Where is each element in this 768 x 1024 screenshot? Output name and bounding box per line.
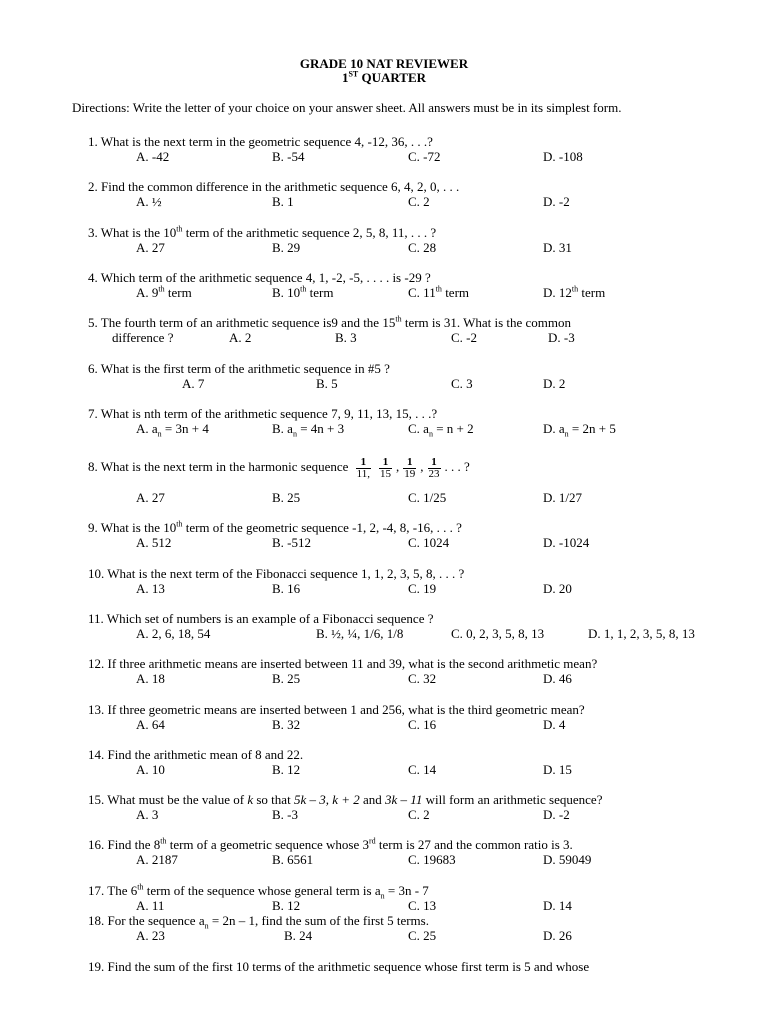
question-14: [88, 747, 748, 777]
choice-d[interactable]: D. 15: [543, 762, 572, 777]
question-4: [88, 270, 748, 300]
choices: [88, 535, 748, 550]
choice-d[interactable]: D. 1/27: [543, 490, 582, 505]
choice-d[interactable]: D. 1, 1, 2, 3, 5, 8, 13: [588, 626, 695, 641]
question-number: 7.: [88, 406, 98, 421]
choice-b[interactable]: B. 5: [316, 376, 338, 391]
choice-a[interactable]: A. 27: [136, 240, 165, 255]
choice-a[interactable]: A. 27: [136, 490, 165, 505]
choice-a[interactable]: A. 64: [136, 717, 165, 732]
quarter-sup: ST: [348, 69, 359, 79]
choice-a[interactable]: A. 2187: [136, 852, 178, 867]
question-text: What is the 10th term of the geometric sequence -1, 2, -4, 8, -16, . . . ?: [100, 519, 462, 535]
question-17: [88, 883, 748, 913]
question-text: If three arithmetic means are inserted between 11 and 39, what is the second arithmetic mean?: [107, 656, 598, 671]
choices: [88, 626, 748, 641]
choice-a[interactable]: A. 7: [182, 376, 205, 391]
choices: [88, 194, 748, 209]
question-text: What is the 10th term of the arithmetic sequence 2, 5, 8, 11, . . . ?: [100, 224, 437, 240]
choices: [88, 762, 748, 777]
directions: Directions: Write the letter of your choice on your answer sheet. All answers must be in its simplest form.: [72, 100, 622, 115]
question-3: [88, 225, 748, 255]
question-number: 1.: [88, 134, 98, 149]
choice-a[interactable]: A. 2, 6, 18, 54: [136, 626, 211, 641]
choice-a[interactable]: A. 9th term: [136, 284, 192, 300]
question-number: 18.: [88, 913, 105, 928]
choice-c[interactable]: C. -72: [408, 149, 441, 164]
choices: [88, 490, 748, 505]
choice-c[interactable]: C. 16: [408, 717, 437, 732]
choice-b[interactable]: B. 1: [272, 194, 294, 209]
question-number: 16.: [88, 837, 105, 852]
quarter-word: QUARTER: [361, 70, 427, 85]
question-11: [88, 611, 748, 641]
choice-a[interactable]: A. 3: [136, 807, 159, 822]
choices: [88, 671, 748, 686]
choices: [88, 285, 748, 300]
question-9: [88, 520, 748, 550]
choice-b[interactable]: B. 12: [272, 762, 301, 777]
choice-b[interactable]: B. 29: [272, 240, 301, 255]
choices: [88, 807, 748, 822]
question-number: 9.: [88, 520, 98, 535]
choices: [88, 376, 748, 391]
choice-b[interactable]: B. 25: [272, 671, 301, 686]
question-text: Find the 8th term of a geometric sequence whose 3rd term is 27 and the common ratio is 3.: [107, 836, 573, 852]
choice-b[interactable]: B. 3: [335, 330, 357, 345]
sequence-ellipsis: . . . ?: [444, 459, 470, 474]
choice-b[interactable]: B. ½, ¼, 1/6, 1/8: [316, 626, 404, 641]
choices: [88, 330, 748, 345]
choice-d[interactable]: D. 20: [543, 581, 572, 596]
question-19: [88, 959, 748, 974]
choice-c[interactable]: C. 13: [408, 898, 437, 913]
choice-b[interactable]: B. 25: [272, 490, 301, 505]
choice-b[interactable]: B. 12: [272, 898, 301, 913]
choice-d[interactable]: D. 31: [543, 240, 572, 255]
question-1: [88, 134, 748, 164]
page-subtitle: [0, 70, 768, 86]
question-text-continued: difference ?: [112, 330, 174, 345]
choice-a[interactable]: A. 11: [136, 898, 165, 913]
choice-b[interactable]: B. 16: [272, 581, 301, 596]
choices: [88, 898, 748, 913]
page-title: GRADE 10 NAT REVIEWER: [299, 56, 469, 71]
question-text: Find the arithmetic mean of 8 and 22.: [107, 747, 304, 762]
choice-b[interactable]: B. 6561: [272, 852, 314, 867]
question-text: For the sequence $a_n = 2n - 1$, find the sum of the first 5 terms.: [107, 913, 429, 931]
choice-d[interactable]: D. 14: [543, 898, 572, 913]
choice-d[interactable]: D. 12th term: [543, 284, 606, 300]
choice-b[interactable]: B. $a_n = 4n + 3$: [272, 421, 345, 439]
question-text: What is the next term in the geometric sequence 4, -12, 36, . . .?: [100, 134, 433, 149]
choice-c[interactable]: C. 19: [408, 581, 437, 596]
choice-b[interactable]: B. -512: [272, 535, 311, 550]
question-number: 17.: [88, 883, 105, 898]
question-text: Which term of the arithmetic sequence 4, 1, -2, -5, . . . . is -29 ?: [100, 270, 431, 285]
question-text: The fourth term of an arithmetic sequence is9 and the 15th term is 31. What is the common: [100, 314, 572, 330]
question-15: [88, 792, 748, 822]
question-number: 2.: [88, 179, 98, 194]
choice-d[interactable]: D. -108: [543, 149, 583, 164]
choice-c[interactable]: C. 1024: [408, 535, 450, 550]
question-number: 8.: [88, 459, 98, 474]
question-10: [88, 566, 748, 596]
question-number: 11.: [88, 611, 104, 626]
question-number: 6.: [88, 361, 98, 376]
choice-b[interactable]: B. 10th term: [272, 284, 334, 300]
choice-d[interactable]: D. -2: [543, 807, 570, 822]
question-number: 15.: [88, 792, 105, 807]
choice-b[interactable]: B. -3: [272, 807, 298, 822]
choices: [88, 421, 748, 439]
choices: [88, 717, 748, 732]
question-number: 19.: [88, 959, 105, 974]
choices: [88, 928, 748, 943]
choices: [88, 581, 748, 596]
choice-c[interactable]: C. 19683: [408, 852, 456, 867]
choice-d[interactable]: D. -3: [548, 330, 575, 345]
choice-c[interactable]: C. 25: [408, 928, 437, 943]
choice-d[interactable]: D. 2: [543, 376, 566, 391]
choice-c[interactable]: C. 1/25: [408, 490, 447, 505]
choice-d[interactable]: D. 59049: [543, 852, 592, 867]
choice-c[interactable]: C. 32: [408, 671, 437, 686]
choice-a[interactable]: A. 2: [229, 330, 252, 345]
question-text: Find the sum of the first 10 terms of the arithmetic sequence whose first term is 5 and whose: [107, 959, 590, 974]
choice-a[interactable]: A. -42: [136, 149, 170, 164]
question-16: [88, 837, 748, 867]
question-number: 14.: [88, 747, 105, 762]
question-7: [88, 406, 748, 439]
choice-a[interactable]: A. ½: [136, 194, 162, 209]
choice-c[interactable]: C. 2: [408, 194, 430, 209]
choice-a[interactable]: A. 10: [136, 762, 165, 777]
choice-d[interactable]: D. $a_n = 2n + 5$: [543, 421, 616, 439]
choice-a[interactable]: A. 13: [136, 581, 165, 596]
question-number: 5.: [88, 315, 98, 330]
fraction-3: $\frac{1}{19}$: [404, 455, 416, 480]
question-number: 4.: [88, 270, 98, 285]
quarter-number: 1: [341, 70, 349, 85]
question-text: What is the next term in the harmonic sequence: [100, 459, 349, 474]
choice-c[interactable]: C. 14: [408, 762, 437, 777]
question-5: [88, 315, 748, 345]
fraction-1: $\frac{1}{11,}$: [356, 455, 370, 480]
question-number: 13.: [88, 702, 105, 717]
question-12: [88, 656, 748, 686]
question-13: [88, 702, 748, 732]
question-2: [88, 179, 748, 209]
question-text: What must be the value of k so that 5k – 3, k + 2 and 3k – 11 will form an arithmetic sequence?: [107, 792, 603, 807]
question-text: Which set of numbers is an example of a Fibonacci sequence ?: [106, 611, 434, 626]
choices: [88, 852, 748, 867]
question-18: [88, 913, 748, 943]
choice-d[interactable]: D. 4: [543, 717, 566, 732]
choice-a[interactable]: A. 18: [136, 671, 165, 686]
choices: [88, 149, 748, 164]
choice-d[interactable]: D. -2: [543, 194, 570, 209]
choice-d[interactable]: D. -1024: [543, 535, 590, 550]
choice-c[interactable]: C. 11th term: [408, 284, 470, 300]
choice-a[interactable]: A. 512: [136, 535, 172, 550]
choice-d[interactable]: D. 46: [543, 671, 572, 686]
question-number: 10.: [88, 566, 105, 581]
choice-d[interactable]: D. 26: [543, 928, 572, 943]
question-8: 8. What is the next term in the harmonic sequence $\frac{1}{11,}$ $\frac{1}{15}$ , $\frac{1}{19}$ , $\frac{1}{23}$ . . . ? A. 27 B. 25 C. 1/25 D. 1/27: [88, 452, 748, 505]
choice-c[interactable]: C. -2: [451, 330, 477, 345]
choice-c[interactable]: C. 28: [408, 240, 437, 255]
choice-c[interactable]: C. $a_n = n + 2$: [408, 421, 474, 439]
choice-b[interactable]: B. 32: [272, 717, 301, 732]
question-text: What is the first term of the arithmetic sequence in #5 ?: [100, 361, 390, 376]
question-text: If three geometric means are inserted between 1 and 256, what is the third geometric mean?: [107, 702, 585, 717]
choice-c[interactable]: C. 3: [451, 376, 473, 391]
choice-b[interactable]: B. -54: [272, 149, 305, 164]
choice-c[interactable]: C. 2: [408, 807, 430, 822]
choice-a[interactable]: A. $a_n = 3n + 4$: [136, 421, 209, 439]
question-number: 3.: [88, 225, 98, 240]
question-text: What is the next term of the Fibonacci sequence 1, 1, 2, 3, 5, 8, . . . ?: [107, 566, 465, 581]
question-text: What is nth term of the arithmetic sequence 7, 9, 11, 13, 15, . . .?: [100, 406, 438, 421]
choice-a[interactable]: A. 23: [136, 928, 165, 943]
question-text: The 6th term of the sequence whose general term is $a_n = 3n - 7$: [107, 882, 429, 901]
question-text: Find the common difference in the arithmetic sequence 6, 4, 2, 0, . . .: [101, 179, 460, 194]
choice-c[interactable]: C. 0, 2, 3, 5, 8, 13: [451, 626, 545, 641]
question-number: 12.: [88, 656, 105, 671]
question-6: [88, 361, 748, 391]
fraction-4: $\frac{1}{23}$: [428, 455, 440, 480]
choice-b[interactable]: B. 24: [284, 928, 313, 943]
choices: [88, 240, 748, 255]
fraction-2: $\frac{1}{15}$: [380, 455, 391, 480]
